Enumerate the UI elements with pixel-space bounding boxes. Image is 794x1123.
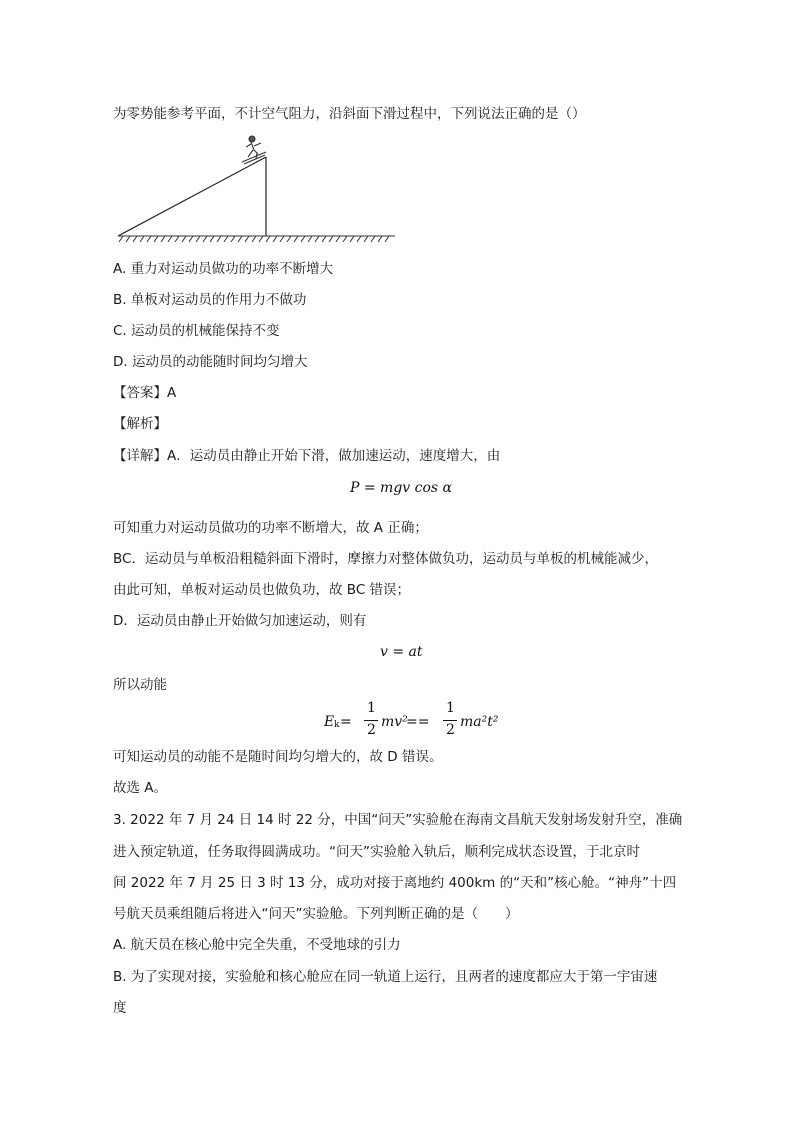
choose-line: 故选 A。 (113, 780, 168, 796)
so-kinetic: 所以动能 (113, 677, 167, 693)
option-c: C. 运动员的机械能保持不变 (113, 323, 280, 339)
q3-option-b-2: 度 (113, 1000, 127, 1016)
ma-t-squared: ma²t² (460, 714, 499, 730)
detail-line: 【详解】A．运动员由静止开始下滑，做加速运动，速度增大，由 (113, 448, 501, 464)
ground-hatching (118, 236, 395, 242)
incline-surface (118, 157, 266, 236)
q3-line-1: 3. 2022 年 7 月 24 日 14 时 22 分，中国“问天”实验舱在海南文昌航天发射场发射升空，准确 (113, 812, 683, 828)
d-line: D．运动员由静止开始做匀加速运动，则有 (113, 613, 367, 629)
answer-line: 【答案】A (113, 385, 177, 401)
q3-option-b-1: B. 为了实现对接，实验舱和核心舱应在同一轨道上运行，且两者的速度都应大于第一宇宙速 (113, 969, 658, 985)
bc-line-1: BC．运动员与单板沿粗糙斜面下滑时，摩擦力对整体做负功，运动员与单板的机械能减少， (113, 551, 658, 567)
q3-option-a: A. 航天员在核心舱中完全失重，不受地球的引力 (113, 937, 401, 953)
option-d: D. 运动员的动能随时间均匀增大 (113, 354, 308, 370)
ek-symbol: E (324, 714, 335, 730)
conclusion-d: 可知运动员的动能不是随时间均匀增大的，故 D 错误。 (113, 749, 443, 765)
fraction-numerator-2: 1 (446, 700, 455, 716)
q3-line-2: 进入预定轨道，任务取得圆满成功。“问天”实验舱入轨后，顺利完成状态设置，于北京时 (113, 844, 640, 860)
fraction-denominator-1: 2 (367, 722, 376, 738)
mv-squared: mv² (381, 714, 408, 730)
velocity-equation: v = at (380, 644, 423, 660)
option-a: A. 重力对运动员做功的功率不断增大 (113, 261, 334, 277)
analysis-heading: 【解析】 (113, 416, 167, 432)
fraction-bar-2 (443, 720, 457, 721)
q3-line-3: 间 2022 年 7 月 25 日 3 时 13 分，成功对接于离地约 400km 的“天和”核心舱。“神舟”十四 (113, 875, 677, 891)
fraction-bar-1 (364, 720, 378, 721)
question-stem: 为零势能参考平面，不计空气阻力，沿斜面下滑过程中，下列说法正确的是（） (113, 106, 586, 122)
fraction-numerator-1: 1 (367, 700, 376, 716)
conclusion-a: 可知重力对运动员做功的功率不断增大，故 A 正确； (113, 520, 428, 536)
slope-diagram (110, 130, 410, 245)
fraction-denominator-2: 2 (446, 722, 455, 738)
equals-sign: = (340, 714, 352, 730)
option-b: B. 单板对运动员的作用力不做功 (113, 292, 307, 308)
double-equals: == (406, 714, 430, 730)
snowboarder-figure (242, 136, 266, 164)
power-equation: P = mgv cos α (350, 480, 453, 496)
ek-subscript: k (334, 720, 340, 730)
q3-line-4: 号航天员乘组随后将进入“问天”实验舱。下列判断正确的是（ ） (113, 906, 519, 922)
bc-line-2: 由此可知，单板对运动员也做负功，故 BC 错误； (113, 582, 411, 598)
